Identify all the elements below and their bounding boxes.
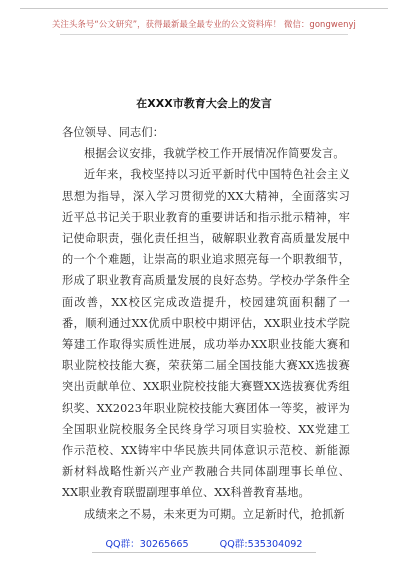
footer-qq-group-1: QQ群：30265665 [105,539,189,550]
document-body [62,118,350,525]
footer-divider [92,552,316,553]
header-divider [60,34,348,35]
document-title: 在XXX市教育大会上的发言 [136,97,272,110]
header-banner: 关注头条号“公文研究”，获得最新最全最专业的公文资料库！ 微信：gongwenyj [52,19,356,29]
paragraph-3: 成绩来之不易，未来更为可期。立足新时代，抢抓新 [84,507,345,521]
salutation: 各位领导、同志们： [62,126,165,139]
footer [0,536,408,550]
page-top-border [20,8,388,9]
paragraph-1: 根据会议安排，我就学校工作开展情况作简要发言。 [84,147,345,161]
footer-qq-group-2: QQ群:535304092 [219,539,303,550]
paragraph-2: 近年来，我校坚持以习近平新时代中国特色社会主义思想为指导，深入学习贯彻党的XX大精神，全面落实习近平总书记关于职业教育的重要讲话和指示批示精神，牢记使命职责，强化责任担当，破解职业教育高质量发展中的一个个难题，让崇高的职业追求照亮每一个职教细节，形成了职业教育高质量发展的良好态势。学校办学条件全面改善，XX校区完成改造提升，校园建筑面积翻了一番，顺利通过XX优质中职校中期评估，XX职业技术学院筹建工作取得实质性进展，成功举办XX职业技能大赛和职业院校技能大赛，荣获第二届全国技能大赛XX选拔赛突出贡献单位、XX职业院校技能大赛暨XX选拔赛优秀组织奖、XX2023年职业院校技能大赛团体一等奖，被评为全国职业院校服务全民终身学习项目实验校、XX党建工作示范校、XX铸牢中华民族共同体意识示范校、新能源新材料战略性新兴产业产教融合共同体副理事长单位、XX职业教育联盟副理事单位、XX科普教育基地。 [62,168,350,500]
